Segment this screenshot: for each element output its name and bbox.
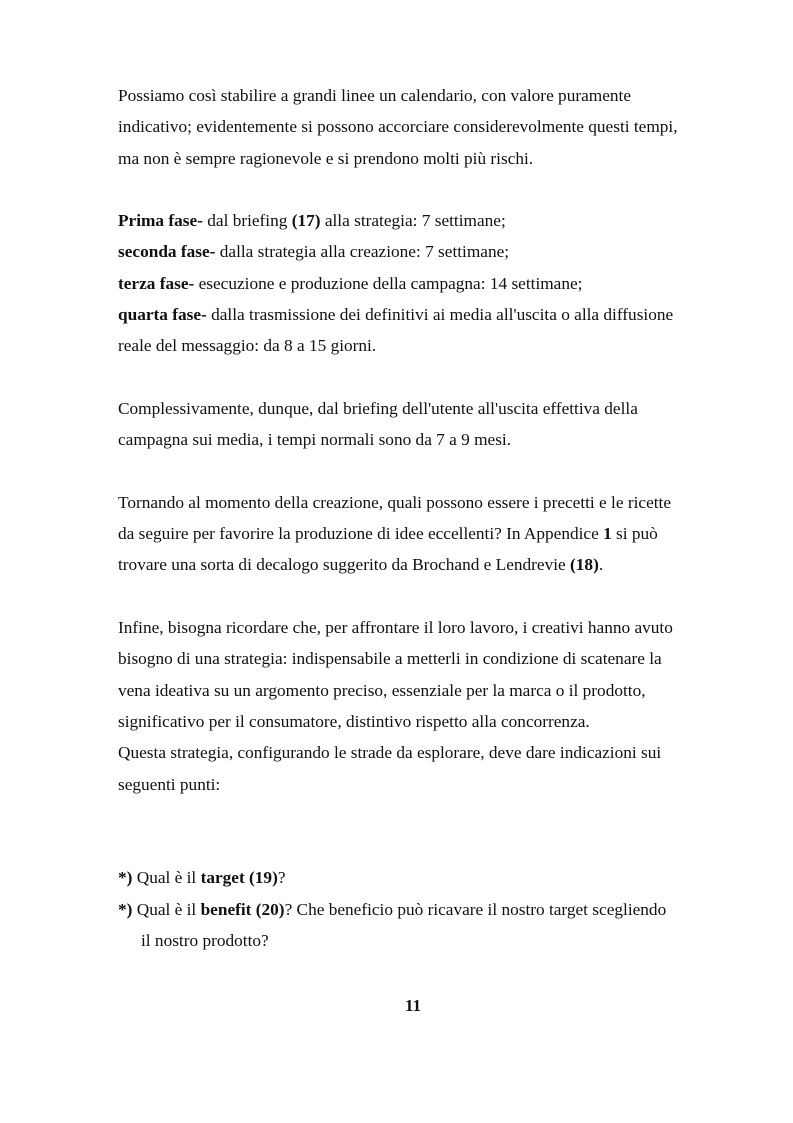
text-line: ma non è sempre ragionevole e si prendono molti più rischi. (118, 148, 534, 168)
text-line: Complessivamente, dunque, dal briefing dell'utente all'uscita effettiva della (118, 398, 638, 418)
phase-text: dalla trasmissione dei definitivi ai media all'uscita o alla diffusione (206, 305, 674, 325)
paragraph-gap (118, 362, 718, 393)
footnote-ref: (17) (291, 211, 321, 231)
text-line (118, 518, 718, 549)
phase-text: dalla strategia alla creazione: 7 settimane; (215, 242, 510, 262)
paragraph-summary (118, 393, 718, 456)
bullet-marker: *) (118, 899, 133, 919)
bullet-item-2 (118, 894, 718, 925)
text-segment: da seguire per favorire la produzione di idee eccellenti? In Appendice (118, 524, 604, 544)
phase-label: Prima fase- (118, 211, 203, 231)
bullet-item-2-continuation: il nostro prodotto? (141, 931, 269, 951)
bullet-item-1 (118, 862, 718, 893)
phase-text: alla strategia: 7 settimane; (320, 211, 506, 231)
phases-list (118, 205, 718, 361)
phase-item-4-continuation: reale del messaggio: da 8 a 15 giorni. (118, 336, 377, 356)
paragraph-gap (118, 581, 718, 612)
bullet-text: ? (277, 868, 286, 888)
document-page (118, 80, 718, 956)
bullet-text: Qual è il (132, 868, 201, 888)
text-line: significativo per il consumatore, distintivo rispetto alla concorrenza. (118, 711, 590, 731)
text-line: Infine, bisogna ricordare che, per affrontare il loro lavoro, i creativi hanno avuto (118, 618, 673, 638)
text-line: bisogno di una strategia: indispensabile a metterli in condizione di scatenare la (118, 649, 662, 669)
appendix-ref: 1 (603, 524, 612, 544)
paragraph-calendar (118, 80, 718, 174)
footnote-ref: (18) (570, 555, 599, 575)
paragraph-gap (118, 456, 718, 487)
text-line: Possiamo così stabilire a grandi linee un calendario, con valore puramente (118, 86, 631, 105)
phase-text: dal briefing (202, 211, 292, 231)
bullet-marker: *) (118, 868, 133, 888)
text-line: campagna sui media, i tempi normali sono da 7 a 9 mesi. (118, 430, 512, 450)
page-number: 11 (404, 996, 422, 1015)
phase-item-1 (118, 205, 718, 236)
text-line: seguenti punti: (118, 774, 221, 794)
phase-label: terza fase- (118, 273, 195, 293)
bullet-keyword: target (200, 868, 245, 888)
text-line: Tornando al momento della creazione, quali possono essere i precetti e le ricette (118, 492, 672, 512)
phase-text: esecuzione e produzione della campagna: 14 settimane; (194, 273, 583, 293)
bullet-keyword: benefit (200, 899, 252, 919)
phase-label: quarta fase- (118, 305, 207, 325)
paragraph-creation (118, 487, 718, 581)
phase-item-4 (118, 299, 718, 330)
phase-item-2 (118, 236, 718, 267)
phase-label: seconda fase- (118, 242, 216, 262)
text-line (118, 549, 718, 580)
paragraph-gap (118, 174, 718, 205)
bullet-text: ? Che beneficio può ricavare il nostro target scegliendo (284, 899, 667, 919)
text-segment: si può (611, 524, 658, 544)
phase-item-3 (118, 268, 718, 299)
paragraph-strategy (118, 612, 718, 800)
text-line: Questa strategia, configurando le strade da esplorare, deve dare indicazioni sui (118, 743, 662, 763)
footnote-ref: (19) (249, 868, 278, 888)
bullet-text: Qual è il (132, 899, 201, 919)
text-line: indicativo; evidentemente si possono accorciare considerevolmente questi tempi, (118, 117, 678, 137)
text-segment: . (598, 555, 604, 575)
text-segment: trovare una sorta di decalogo suggerito da Brochand e Lendrevie (118, 555, 571, 575)
text-line: vena ideativa su un argomento preciso, essenziale per la marca o il prodotto, (118, 680, 646, 700)
bullet-list (118, 862, 718, 956)
footnote-ref: (20) (255, 899, 285, 919)
paragraph-gap (118, 800, 718, 863)
